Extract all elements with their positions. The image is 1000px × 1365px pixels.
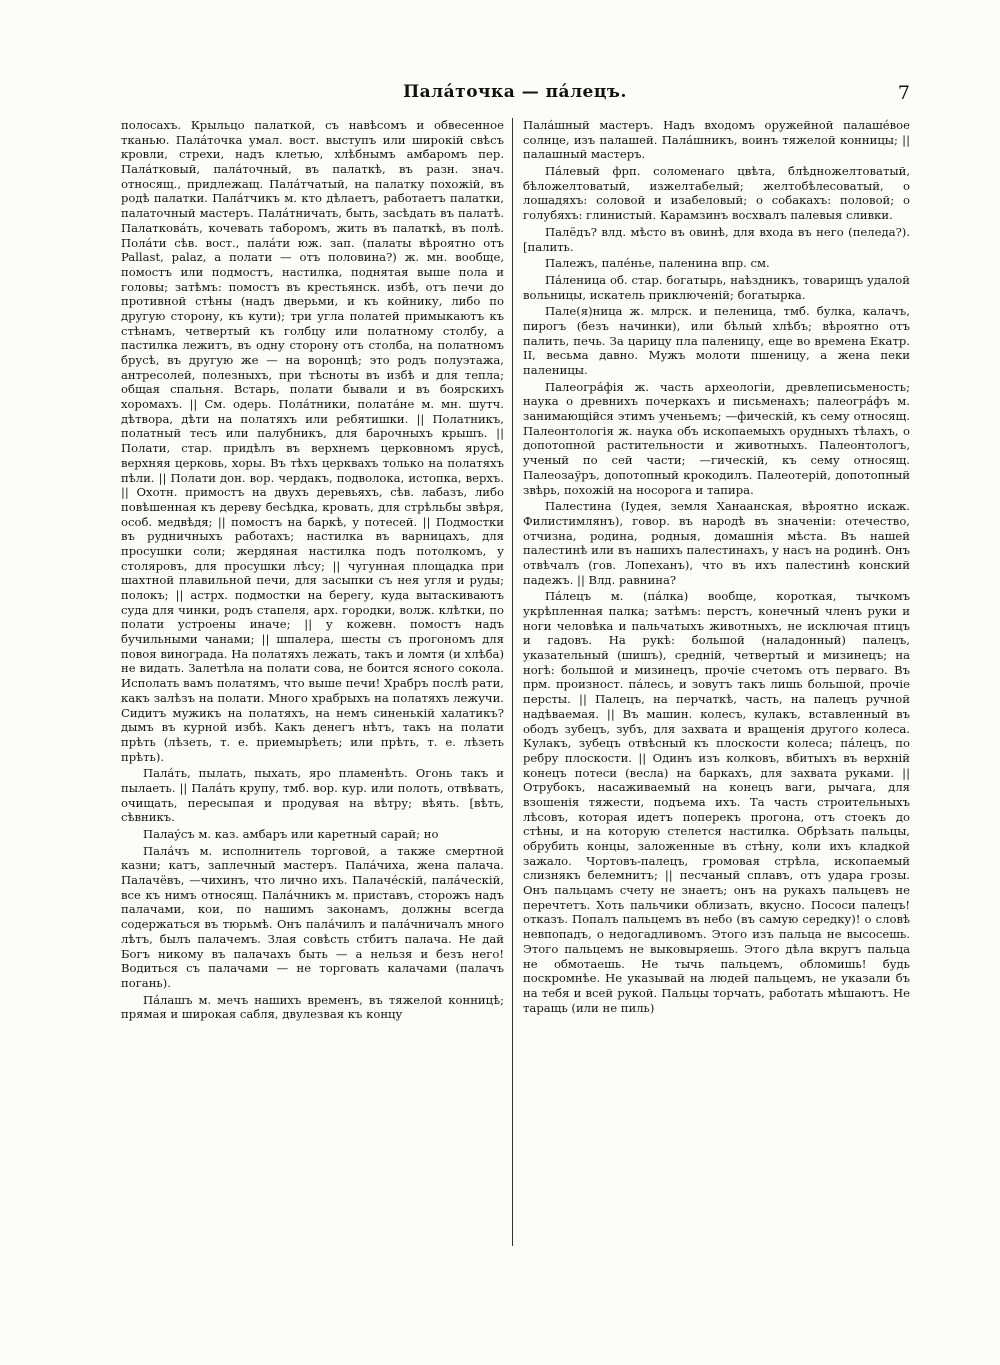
- dictionary-entry: Пале(я)ница ж. млрск. и пеленица, тмб. булка, калачъ, пирогъ (безъ начинки), или бѣлый хлѣбъ; вѣроятно отъ палить, печь. За царицу пла паленицу, еще во времена Екатр. II, весьма давно. Мужъ молоти пшеницу, а жена пеки паленицы.: [523, 304, 910, 377]
- running-title: Палáточка — пáлецъ.: [403, 82, 627, 102]
- dictionary-entry: Палёдъ? влд. мѣсто въ овинѣ, для входа въ него (пеледа?). [палить.: [523, 224, 910, 254]
- dictionary-entry: Пáлевый фрп. соломенаго цвѣта, блѣдножелтоватый, бѣложелтоватый, изжелтабелый; желтобѣлесоватый, о лошадяхъ: соловой и изабеловый; о собакахъ: половой; о голубяхъ: глинистый. Карамзинъ восхвалъ палевыя сливки.: [523, 164, 910, 223]
- dictionary-entry: Пáлецъ м. (пáлка) вообще, короткая, тычкомъ укрѣпленная палка; затѣмъ: перстъ, конечный членъ руки и ноги человѣка и пальчатыхъ животныхъ, не исключая птицъ и гадовъ. На рукѣ: большой (наладонный) палецъ, указательный (шишъ), средній, четвертый и мизинецъ; на ногѣ: большой и мизинецъ, прочіе счетомъ отъ перваго. Въ прм. произност. пáлесь, и зовутъ такъ лишь большой, прочіе персты. || Палецъ, на перчаткѣ, часть, на палецъ ручной надѣваемая. || Въ машин. колесъ, кулакъ, вставленный въ ободъ зубецъ, зубъ, для захвата и вращенія другого колеса. Кулакъ, зубецъ отвѣсный къ плоскости колеса; пáлецъ, по ребру плоскости. || Одинъ изъ колковъ, вбитыхъ въ верхній конецъ потеси (весла) на баркахъ, для захвата руками. || Отрубокъ, насаживаемый на конецъ ваги, рычага, для взошенія тяжести, подъема ихъ. Та часть строительныхъ лѣсовъ, которая идетъ поперекъ прогона, отъ стоекъ до стѣны, и на которую стелется настилка. Обрѣзать пальцы, обрубить концы, заложенные въ стѣну, коли ихъ кладкой зажало. Чортовъ-палецъ, громовая стрѣла, ископаемый слизнякъ белемнитъ; || песчаный сплавъ, отъ удара грозы. Онъ пальцамъ счету не знаетъ; онъ на рукахъ пальцевъ не перечтетъ. Хоть пальчики облизать, вкусно. Пососи палецъ! отказъ. Попалъ пальцемъ въ небо (въ самую середку)! о словѣ невпопадъ, о недогадливомъ. Этого изъ пальца не высосешь. Этого пальцемъ не выковыряешь. Этого дѣла вкругъ пальца не обмотаешь. Не тычь пальцемъ, обломишь! будь поскромнѣе. Не указывай на людей пальцемъ, не указали бъ на тебя и всей рукой. Пальцы торчать, работать мѣшаютъ. Не таращь (или не пиль): [523, 589, 910, 1015]
- dictionary-entry: Палестина (Іудея, земля Ханаанская, вѣроятно искаж. Филистимлянъ), говор. въ народѣ въ значеніи: отечество, отчизна, родина, родныя, домашнія мѣста. Въ нашей палестинѣ или въ нашихъ палестинахъ, у насъ на родинѣ. Онъ отвѣчалъ (гов. Лопеханъ), что въ ихъ палестинѣ конский падежъ. || Влд. равнина?: [523, 499, 910, 587]
- column-divider: [512, 118, 513, 1246]
- page-header: [120, 82, 910, 112]
- dictionary-entry: Палáть, пылать, пыхать, яро пламенѣть. Огонь такъ и пылаеть. || Палáть крупу, тмб. вор. кур. или полоть, отвѣвать, очищать, пересыпая и продувая на вѣтру; вѣять. [вѣть, сѣвникъ.: [121, 766, 504, 825]
- dictionary-entry: Палежъ, палéнье, паленина впр. см.: [545, 256, 770, 271]
- dictionary-entry: Палáшный мастеръ. Надъ входомъ оружейной палашéвое солнце, изъ палашей. Палáшникъ, воинъ тяжелой конницы; || палашный мастеръ.: [523, 118, 910, 162]
- dictionary-entry: Пáлашъ м. мечъ нашихъ временъ, въ тяжелой конницѣ; прямая и широкая сабля, двулезвая къ концу: [121, 992, 504, 1022]
- page-number: 7: [897, 82, 910, 104]
- right-column: [523, 118, 910, 1017]
- dictionary-entry: Палáчъ м. исполнитель торговой, а также смертной казни; катъ, заплечный мастеръ. Палáчиха, жена палача. Палачёвъ, —чихинъ, что лично ихъ. Палачéскій, палáческій, все къ нимъ относящ. Палáчникъ м. приставъ, сторожъ надъ палачами, кои, по нашимъ законамъ, должны всегда содержаться въ тюрьмѣ. Онъ палáчилъ и палáчничалъ много лѣтъ, былъ палачемъ. Злая совѣсть стбитъ палача. Не дай Богъ никому въ палачахъ быть — а нельзя и безъ него! Водиться съ палачами — не торговать калачами (палачъ погань).: [121, 843, 505, 990]
- left-column: [121, 118, 504, 1024]
- dictionary-entry: Палеогрáфія ж. часть археологіи, древлеписьменость; наука о древнихъ почеркахъ и письменахъ; палеогрáфъ м. занимающійся этимъ ученьемъ; —фическій, къ сему относящ. Палеонтологія ж. наука объ ископаемыхъ орудныхъ тѣлахъ, о допотопной растительности и животныхъ. Палеонтологъ, ученый по сей части; —гическій, къ сему относящ. Палеозаўръ, допотопный крокодилъ. Палеотерій, допотопный звѣрь, похожій на носорога и тапира.: [523, 379, 910, 497]
- dictionary-entry: полосахъ. Крыльцо палаткой, съ навѣсомъ и обвесенное тканью. Палáточка умал. вост. выступъ или широкій свѣсъ кровли, стрехи, надъ клетью, хлѣбнымъ амбаромъ пер. Палáтковый, палáточный, въ палаткѣ, въ разн. знач. относящ., придлежащ. Палáтчатый, на палатку похожій, въ родѣ палатки. Палáтчикъ м. кто дѣлаетъ, работаетъ палатки, палаточный мастеръ. Палáтничать, быть, засѣдать въ палатѣ. Палатковáть, кочевать таборомъ, жить въ палаткѣ, въ полѣ. Полáти сѣв. вост., палáти юж. зап. (палаты вѣроятно отъ Pallast, palaz, а полати — отъ половина?) ж. мн. вообще, помостъ или подмостъ, настилка, поднятая выше пола и головы; затѣмъ: помостъ въ крестьянск. избѣ, отъ печи до противной стѣны (надъ дверьми, и къ койнику, либо по другую сторону, къ кути); три угла полатей примыкаютъ къ стѣнамъ, четвертый къ голбцу или полатному столбу, а пастилка лежитъ, въ одну сторону отъ столба, на полатномъ брусѣ, въ другую же — на воронцѣ; это родъ полуэтажа, антресолей, полезныхъ, при тѣсноты въ избѣ и для тепла; общая спальня. Встарь, полати бывали и въ боярскихъ хоромахъ. || См. одерь. Полáтники, полатáне м. мн. шутч. дѣтвора, дѣти на полатяхъ или ребятишки. || Полатникъ, полатный тесъ или палубникъ, для барочныхъ крышъ. || Полати, стар. придѣлъ въ верхнемъ церковномъ ярусѣ, верхняя церковь, хоры. Въ тѣхъ церквахъ только на полатяхъ пѣли. || Полати дон. вор. чердакъ, подволока, истопка, верхъ. || Охотн. примостъ на двухъ деревьяхъ, сѣв. лабазъ, либо повѣшенная къ дереву бесѣдка, кровать, для стрѣльбы звѣря, особ. медвѣдя; || помостъ на баркѣ, у потесей. || Подмостки въ рудничныхъ работахъ; настилка въ варницахъ, для просушки соли; жердяная настилка подъ потолкомъ, у столяровъ, для просушки лѣсу; || чугунная площадка при шахтной плавильной печи, для засыпки съ нея угля и руды; полокъ; || астрх. подмостки на берегу, куда вытаскиваютъ суда для чинки, родъ стапеля, арх. городки, волж. клѣтки, по полати устроены иначе; || у кожевн. помостъ надъ бучильными чанами; || шпалера, шесты съ прогономъ для повоя винограда. На полатяхъ лежать, такъ и ломтя (и хлѣба) не видать. Залетѣла на полати сова, не боится ясного сокола. Исполать вамъ полатямъ, что выше печи! Храбръ послѣ рати, какъ залѣзъ на полати. Много храбрыхъ на полатяхъ лежучи. Сидитъ мужикъ на полатяхъ, на немъ синенькій халатикъ? дымъ въ курной избѣ. Какъ денегъ нѣтъ, такъ на полати прѣть (лѣзеть, т. е. приемырѣеть; или прѣть, т. е. лѣзеть прѣть).: [121, 118, 504, 764]
- dictionary-entry: Палаýсъ м. каз. амбаръ или каретный сарай; но: [143, 827, 439, 841]
- dictionary-entry: Пáленица об. стар. богатырь, наѣздникъ, товарищъ удалой вольницы, искатель приключеній; богатырка.: [523, 272, 910, 302]
